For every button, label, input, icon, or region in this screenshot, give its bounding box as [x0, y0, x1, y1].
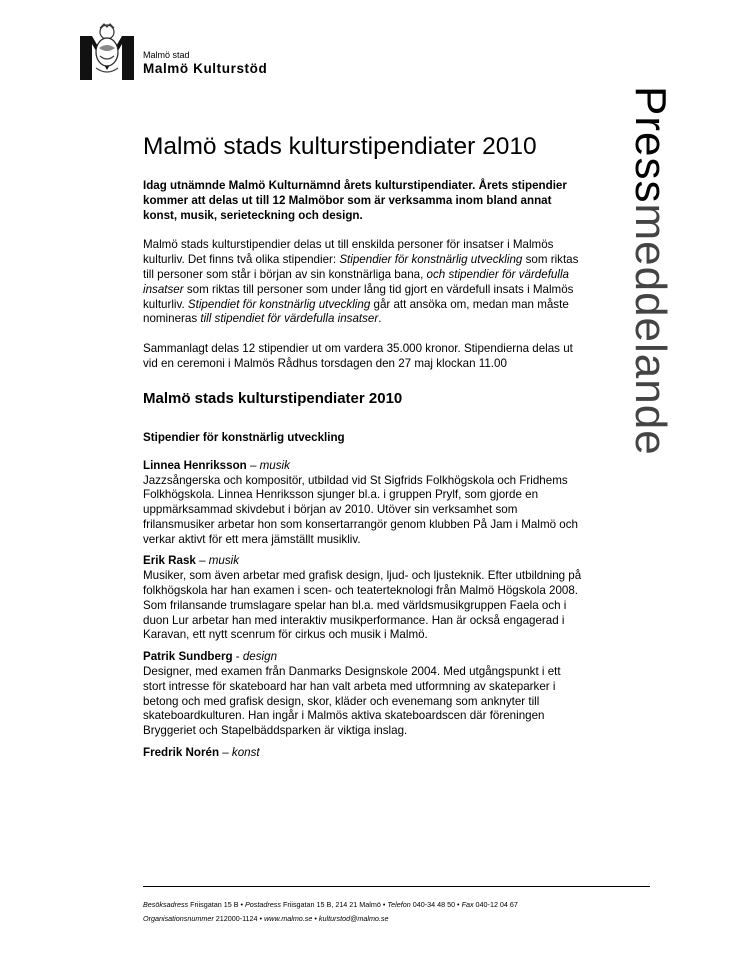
- recipient-field: konst: [231, 746, 260, 760]
- fax-value: 040-12 04 67: [473, 900, 518, 909]
- recipient-field: musik: [208, 554, 240, 568]
- footer-separator: •: [312, 914, 319, 923]
- intro-italic: och stipendier för värdefulla insatser: [143, 267, 569, 296]
- press-release-body: [143, 134, 583, 768]
- recipient-description: Designer, med examen från Danmarks Designskole 2004. Med utgångspunkt i ett stort intresse för skateboard har han valt arbeta med utformning av skateparker i betong och med grafisk design, skor, kläder och evenemang som anknyter till skateboardkulturen. Han ingår i Malmös aktiva skateboardscen där föreningen Bryggeriet och Stapelbäddsparken är viktiga inslag.: [143, 665, 561, 738]
- recipient-name: Fredrik Norén: [143, 746, 220, 760]
- recipient-name: Erik Rask: [143, 554, 196, 568]
- fax-label: Fax: [461, 900, 474, 909]
- recipient-field: musik: [259, 458, 290, 472]
- intro-italic: till stipendiet för värdefulla insatser: [200, 312, 379, 326]
- postal-address-label: Postadress: [245, 900, 281, 909]
- recipient-description: Jazzsångerska och kompositör, utbildad vid St Sigfrids Folkhögskola och Fridhems Folkhögskola. Linnea Henriksson sjunger bl.a. i gruppen Prylf, som gjorde en uppmärksammad skivdebut i början av 2010. Utöver sin verksamhet som frilansmusiker arbetar hon som konsertarrangör genom klubben På Jam i Malmö och verkar aktivt för ett mera jämställt musikliv.: [143, 473, 578, 546]
- footer-line-2: [143, 912, 518, 926]
- website-link[interactable]: www.malmo.se: [264, 914, 313, 923]
- vertical-label-press: Press: [626, 86, 675, 204]
- intro-text: går att ansöka om, medan man måste nomineras: [143, 297, 569, 326]
- recipient-entry: [143, 554, 583, 643]
- intro-text: som riktas till personer som står i början av sin konstnärliga bana,: [143, 253, 579, 281]
- phone-value: 040-34 48 50 •: [410, 900, 462, 909]
- footer-divider: [143, 886, 650, 887]
- intro-text: Malmö stads kulturstipendier delas ut till enskilda personer för insatser i Malmös kulturliv. Det finns två olika stipendier:: [143, 238, 554, 267]
- visit-address-value: Friisgatan 15 B •: [188, 900, 246, 909]
- recipient-separator: -: [232, 650, 243, 664]
- malmo-coat-of-arms-logo: [80, 22, 134, 80]
- org-name: Malmö Kulturstöd: [143, 61, 268, 76]
- phone-label: Telefon: [387, 900, 411, 909]
- org-number-value: 212000-1124 •: [213, 914, 265, 923]
- summary-paragraph: Sammanlagt delas 12 stipendier ut om vardera 35.000 kronor. Stipendierna delas ut vid en ceremoni i Malmös Rådhus torsdagen den 27 maj klockan 11.00: [143, 342, 573, 370]
- visit-address-label: Besöksadress: [143, 900, 189, 909]
- intro-text: som riktas till personer som under lång tid gjort en värdefull insats i Malmös kulturliv.: [143, 282, 574, 311]
- footer-line-1: [143, 898, 518, 912]
- recipient-field: design: [242, 650, 278, 664]
- recipient-separator: –: [246, 458, 260, 472]
- lead-paragraph: Idag utnämnde Malmö Kulturnämnd årets kulturstipendiater. Årets stipendier kommer att delas ut till 12 Malmöbor som är verksamma inom bland annat konst, musik, serieteckning och design.: [143, 178, 567, 222]
- section-title: Malmö stads kulturstipendiater 2010: [143, 389, 403, 407]
- recipient-entry: [143, 746, 583, 761]
- postal-address-value: Friisgatan 15 B, 214 21 Malmö •: [280, 900, 388, 909]
- subsection-title: Stipendier för konstnärlig utveckling: [143, 430, 345, 444]
- intro-text: .: [378, 312, 382, 326]
- intro-italic: Stipendiet för konstnärlig utveckling: [187, 297, 371, 311]
- recipient-name: Patrik Sundberg: [143, 650, 233, 664]
- intro-italic: Stipendier för konstnärlig utveckling: [339, 253, 523, 267]
- footer: [143, 898, 518, 926]
- vertical-label-meddelande: meddelande: [626, 203, 675, 456]
- email-link[interactable]: kulturstod@malmo.se: [318, 914, 389, 923]
- recipient-entry: [143, 459, 583, 548]
- intro-paragraph: [143, 238, 583, 327]
- recipient-description: Musiker, som även arbetar med grafisk design, ljud- och ljusteknik. Efter utbildning på folkhögskola har han examen i scen- och teaterteknologi från Malmö Högskola 2008. Som frilansande trumslagare spelar han bl.a. med världsmusikgruppen Faela och i duon Lur arbetar han med interaktiv musikperformance. Han är också engagerad i Karavan, ett nytt scenrum för cirkus och musik i Malmö.: [143, 569, 582, 642]
- recipient-entry: [143, 650, 583, 739]
- page-title: Malmö stads kulturstipendiater 2010: [143, 133, 537, 160]
- org-number-label: Organisationsnummer: [143, 914, 214, 923]
- org-small-label: Malmö stad: [143, 50, 190, 60]
- recipient-name: Linnea Henriksson: [143, 458, 247, 472]
- recipient-separator: –: [219, 746, 232, 760]
- recipient-separator: –: [195, 554, 209, 568]
